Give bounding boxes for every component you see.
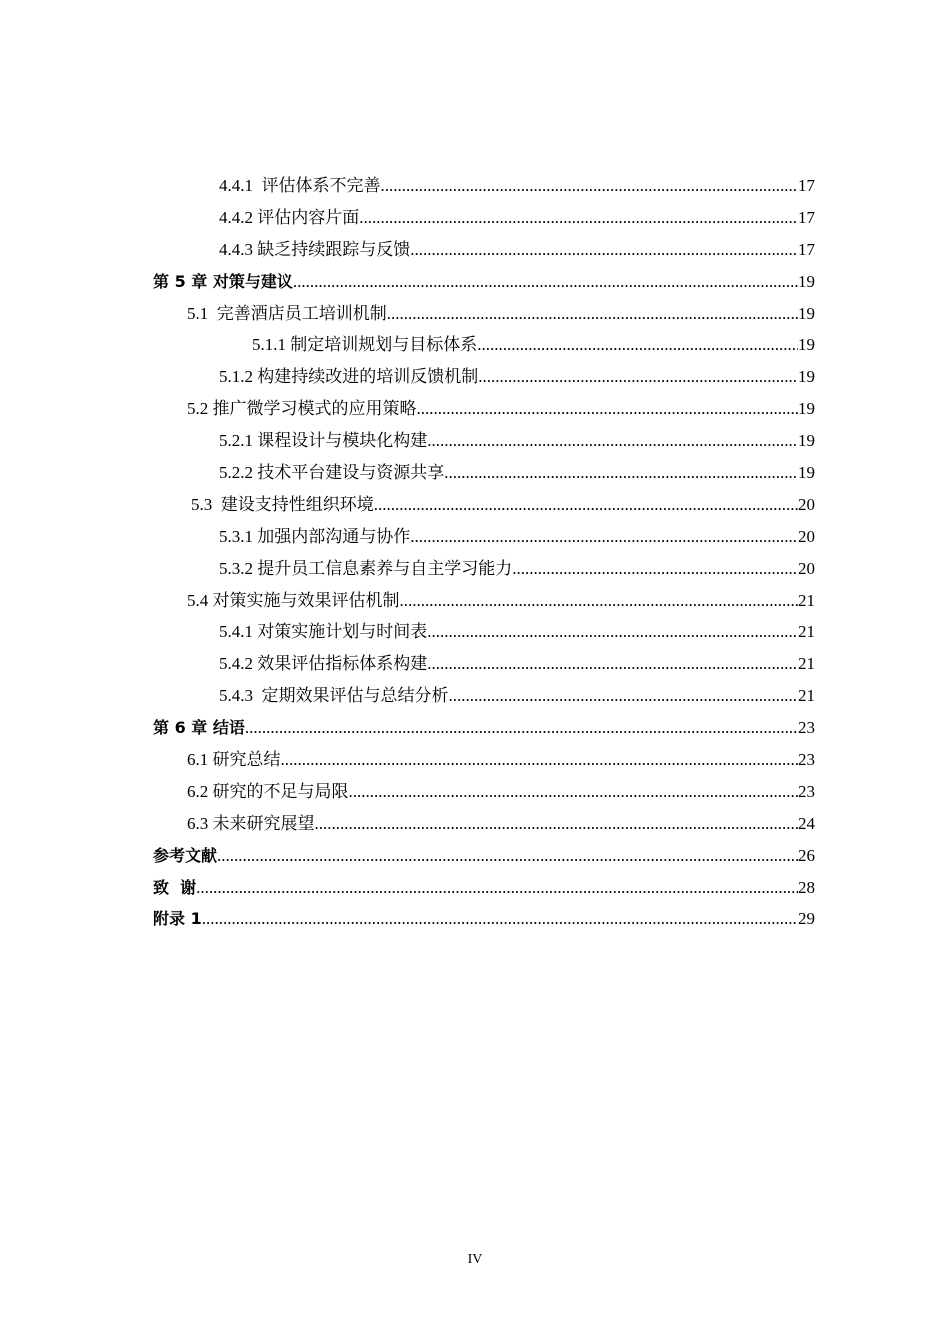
toc-entry-page: 26 [798, 845, 815, 865]
toc-entry-page: 20 [798, 494, 815, 514]
toc-entry-label: 5.3.2 提升员工信息素养与自主学习能力 [219, 558, 513, 578]
toc-dot-leader [477, 329, 798, 361]
toc-entry-label: 4.4.1 评估体系不完善 [219, 176, 381, 195]
toc-dot-leader [245, 712, 798, 744]
toc-entry-page: 19 [798, 463, 815, 483]
toc-entry-label: 5.1.1 制定培训规划与目标体系 [252, 335, 478, 355]
toc-entry-label: 第 6 章 结语 [153, 718, 245, 738]
toc-entry[interactable] [0, 393, 815, 425]
toc-entry[interactable] [0, 521, 815, 553]
toc-dot-leader [281, 744, 799, 776]
toc-entry[interactable] [0, 840, 815, 872]
toc-entry[interactable] [0, 808, 815, 840]
toc-dot-leader [444, 457, 798, 489]
toc-entry-page: 23 [798, 781, 815, 801]
toc-entry-page: 17 [798, 176, 815, 195]
toc-dot-leader [381, 170, 799, 202]
toc-entry-label: 5.4.2 效果评估指标体系构建 [219, 654, 428, 674]
toc-dot-leader [359, 202, 798, 234]
toc-entry-page: 29 [798, 909, 815, 929]
toc-entry-label: 6.2 研究的不足与局限 [187, 781, 349, 801]
toc-entry[interactable] [0, 266, 815, 298]
toc-entry[interactable] [0, 202, 815, 234]
toc-entry-label: 5.1 完善酒店员工培训机制 [187, 303, 387, 323]
toc-entry-page: 21 [798, 654, 815, 674]
toc-entry[interactable] [0, 553, 815, 585]
toc-dot-leader [427, 425, 798, 457]
table-of-contents [0, 170, 950, 935]
toc-entry-page: 20 [798, 526, 815, 546]
toc-dot-leader [512, 553, 798, 585]
toc-dot-leader [427, 648, 798, 680]
toc-entry-label: 5.3.1 加强内部沟通与协作 [219, 526, 411, 546]
toc-dot-leader [202, 903, 798, 935]
toc-entry[interactable] [0, 776, 815, 808]
toc-entry-page: 21 [798, 622, 815, 642]
toc-entry[interactable] [0, 648, 815, 680]
toc-entry-page: 24 [798, 813, 815, 833]
toc-entry[interactable] [0, 680, 815, 712]
toc-entry-label: 参考文献 [153, 845, 218, 865]
toc-entry-label: 5.2.2 技术平台建设与资源共享 [219, 463, 445, 483]
toc-dot-leader [449, 680, 799, 712]
toc-entry-page: 21 [798, 686, 815, 706]
toc-entry-page: 23 [798, 718, 815, 738]
toc-entry-label: 5.4.3 定期效果评估与总结分析 [219, 686, 449, 706]
toc-entry-page: 19 [798, 367, 815, 387]
toc-entry-page: 17 [798, 239, 815, 259]
page-footer [0, 1252, 950, 1268]
toc-entry-page: 19 [798, 303, 815, 323]
page-number: IV [467, 1252, 483, 1267]
toc-dot-leader [387, 298, 798, 330]
toc-entry-label: 4.4.2 评估内容片面 [219, 207, 360, 227]
toc-entry-label: 附录 1 [153, 909, 202, 929]
toc-entry[interactable] [0, 872, 815, 904]
toc-entry[interactable] [0, 712, 815, 744]
toc-entry[interactable] [0, 298, 815, 330]
toc-dot-leader [196, 872, 798, 904]
toc-dot-leader [374, 489, 798, 521]
toc-entry-page: 19 [798, 431, 815, 451]
toc-entry-label: 5.4.1 对策实施计划与时间表 [219, 622, 428, 642]
toc-entry-label: 致 谢 [153, 877, 197, 897]
toc-entry[interactable] [0, 234, 815, 266]
toc-dot-leader [478, 361, 798, 393]
toc-entry[interactable] [0, 361, 815, 393]
toc-entry-page: 20 [798, 558, 815, 578]
toc-entry[interactable] [0, 329, 815, 361]
toc-entry-label: 6.3 未来研究展望 [187, 813, 315, 833]
toc-entry[interactable] [0, 489, 815, 521]
toc-entry-page: 19 [798, 335, 815, 355]
toc-entry-label: 第 5 章 对策与建议 [153, 271, 293, 291]
toc-entry[interactable] [0, 170, 815, 202]
toc-entry-page: 19 [798, 271, 815, 291]
toc-entry-label: 6.1 研究总结 [187, 750, 281, 770]
toc-entry-page: 28 [798, 877, 815, 897]
toc-entry-label: 5.2 推广微学习模式的应用策略 [187, 399, 417, 419]
toc-entry-page: 23 [798, 750, 815, 770]
toc-dot-leader [427, 616, 798, 648]
toc-entry-label: 5.2.1 课程设计与模块化构建 [219, 431, 428, 451]
toc-entry[interactable] [0, 457, 815, 489]
toc-entry[interactable] [0, 585, 815, 617]
toc-entry-label: 5.3 建设支持性组织环境 [191, 494, 374, 514]
toc-dot-leader [417, 393, 799, 425]
toc-dot-leader [400, 585, 799, 617]
toc-entry-page: 17 [798, 207, 815, 227]
toc-entry-page: 19 [798, 399, 815, 419]
toc-dot-leader [410, 521, 798, 553]
toc-entry-label: 4.4.3 缺乏持续跟踪与反馈 [219, 239, 411, 259]
toc-entry[interactable] [0, 744, 815, 776]
toc-entry[interactable] [0, 425, 815, 457]
toc-entry[interactable] [0, 616, 815, 648]
toc-entry-page: 21 [798, 590, 815, 610]
toc-dot-leader [217, 840, 798, 872]
toc-entry[interactable] [0, 903, 815, 935]
toc-entry-label: 5.4 对策实施与效果评估机制 [187, 590, 400, 610]
toc-dot-leader [349, 776, 799, 808]
toc-dot-leader [315, 808, 799, 840]
toc-dot-leader [410, 234, 798, 266]
toc-dot-leader [293, 266, 798, 298]
toc-entry-label: 5.1.2 构建持续改进的培训反馈机制 [219, 367, 479, 387]
